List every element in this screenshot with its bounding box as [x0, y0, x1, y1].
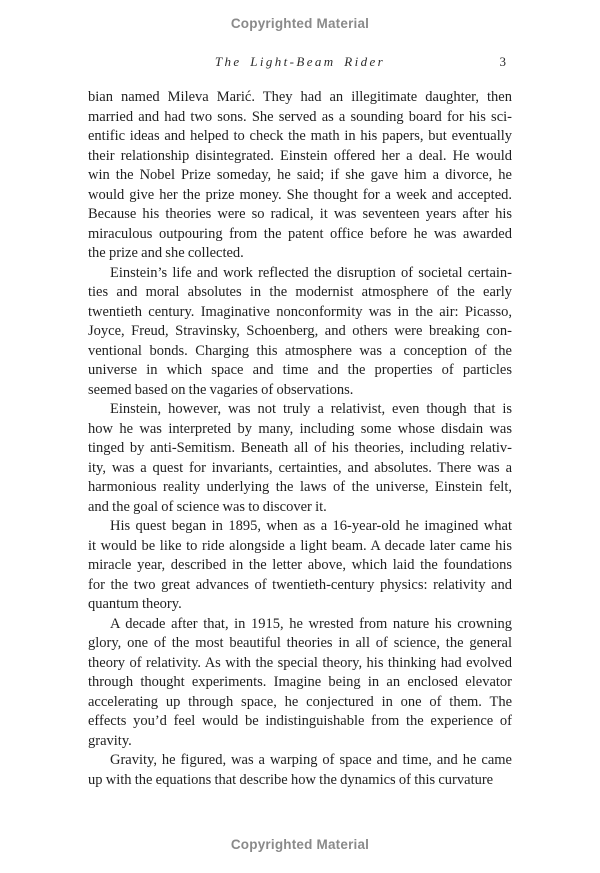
text-line: Einstein, however, was not truly a relativist, even though that is [110, 401, 512, 417]
paragraph [88, 400, 512, 517]
text-line: tinged by anti-Semitism. Beneath all of his theories, including relativ- [88, 440, 512, 456]
page-number: 3 [499, 54, 506, 69]
text-line: married and had two sons. She served as a sounding board for his sci- [88, 108, 512, 125]
text-line: His quest began in 1895, when as a 16-year-old he imagined what [110, 518, 512, 534]
text-line: miracle year, described in the letter above, which laid the foundations [88, 557, 512, 573]
text-line: harmonious reality underlying the laws of the universe, Einstein felt, [88, 479, 512, 495]
copyright-notice-top: Copyrighted Material [230, 16, 370, 31]
text-line: it would be like to ride alongside a light beam. A decade later came his [88, 537, 512, 554]
text-line: effects you’d feel would be indistinguishable from the experience of [88, 713, 512, 729]
text-line: Because his theories were so radical, it was seventeen years after his [88, 206, 512, 222]
text-line: Einstein’s life and work reflected the disruption of societal certain- [110, 264, 512, 281]
paragraph [88, 751, 512, 790]
text-line: twentieth century. Imaginative nonconformity was in the air: Picasso, [88, 303, 512, 320]
text-line: win the Nobel Prize someday, he said; if she gave him a divorce, he [88, 167, 512, 183]
text-line: quantum theory. [88, 596, 182, 612]
text-line: their relationship disintegrated. Einstein offered her a deal. He would [88, 147, 512, 164]
text-line: ity, was a quest for invariants, certainties, and absolutes. There was a [88, 459, 512, 476]
running-header [88, 54, 512, 72]
text-line: the prize and she collected. [88, 245, 244, 261]
text-line: universe in which space and time and the properties of particles [88, 362, 512, 378]
text-line: Gravity, he figured, was a warping of space and time, and he came [110, 752, 512, 768]
text-line: entific ideas and helped to check the math in his papers, but eventually [88, 128, 512, 144]
text-line: theory of relativity. As with the special theory, his thinking had evolved [88, 654, 512, 671]
text-line: accelerating up through space, he conjectured in one of them. The [88, 693, 512, 710]
text-line: through thought experiments. Imagine being in an enclosed elevator [88, 674, 512, 690]
paragraph [88, 517, 512, 615]
text-line: for the two great advances of twentieth-century physics: relativity and [88, 576, 512, 593]
paragraph [88, 264, 512, 401]
text-line: ventional bonds. Charging this atmosphere was a conception of the [88, 342, 512, 359]
text-line: and the goal of science was to discover it. [88, 498, 327, 515]
text-line: seemed based on the vagaries of observations. [88, 381, 354, 398]
paragraph [88, 615, 512, 752]
text-line: would give her the prize money. She thought for a week and accepted. [88, 186, 512, 203]
paragraph [88, 88, 512, 264]
text-line: ties and moral absolutes in the modernist atmosphere of the early [88, 284, 512, 300]
text-line: A decade after that, in 1915, he wrested from nature his crowning [110, 615, 512, 632]
text-line: glory, one of the most beautiful theories in all of science, the general [88, 635, 512, 651]
chapter-title: The Light-Beam Rider [214, 54, 386, 69]
text-line: miraculous outpouring from the patent office before he was awarded [88, 225, 512, 242]
body-text [88, 88, 512, 790]
text-line: Joyce, Freud, Stravinsky, Schoenberg, and others were breaking con- [88, 323, 512, 339]
text-line: bian named Mileva Marić. They had an illegitimate daughter, then [88, 89, 512, 105]
text-line: gravity. [88, 732, 132, 749]
copyright-notice-bottom: Copyrighted Material [230, 837, 370, 852]
text-line: up with the equations that describe how the dynamics of this curvature [88, 771, 494, 788]
text-line: how he was interpreted by many, including some whose disdain was [88, 420, 512, 437]
